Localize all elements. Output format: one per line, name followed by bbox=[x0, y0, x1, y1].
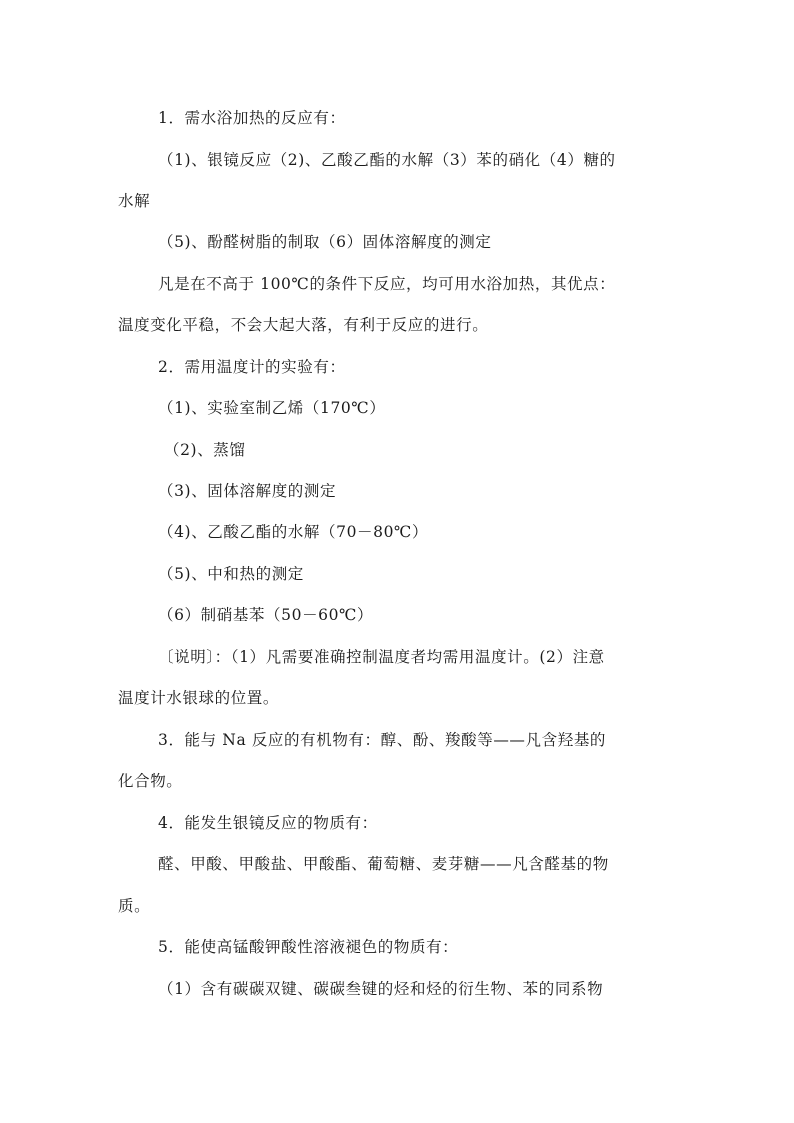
text-line: （6）制硝基苯（50－60℃） bbox=[158, 606, 374, 624]
text-line: 〔说明〕：（1）凡需要准确控制温度者均需用温度计。(2）注意 bbox=[158, 648, 605, 666]
heading-4-silver-mirror: 4．能发生银镜反应的物质有： bbox=[158, 814, 378, 832]
text-line: 醛、甲酸、甲酸盐、甲酸酯、葡萄糖、麦芽糖——凡含醛基的物 bbox=[158, 855, 609, 873]
text-line: （1)、实验室制乙烯（170℃） bbox=[158, 399, 386, 417]
heading-1-water-bath: 1．需水浴加热的反应有： bbox=[158, 109, 346, 127]
text-line: （3)、固体溶解度的测定 bbox=[158, 482, 337, 500]
text-line: （1)、银镜反应（2)、乙酸乙酯的水解（3）苯的硝化（4）糖的 bbox=[158, 151, 616, 169]
text-line: 化合物。 bbox=[118, 772, 183, 790]
text-line: （4)、乙酸乙酯的水解（70－80℃） bbox=[158, 523, 429, 541]
text-line: （1）含有碳碳双键、碳碳叁键的烃和烃的衍生物、苯的同系物 bbox=[158, 980, 604, 998]
text-line: （5)、酚醛树脂的制取（6）固体溶解度的测定 bbox=[158, 233, 492, 251]
heading-3-sodium: 3．能与 Na 反应的有机物有：醇、酚、羧酸等——凡含羟基的 bbox=[158, 731, 607, 749]
text-line: 温度计水银球的位置。 bbox=[118, 689, 280, 707]
text-line: （2)、蒸馏 bbox=[164, 441, 246, 459]
heading-2-thermometer: 2．需用温度计的实验有： bbox=[158, 358, 346, 376]
text-line: 凡是在不高于 100℃的条件下反应，均可用水浴加热，其优点： bbox=[158, 275, 616, 293]
text-line: 温度变化平稳，不会大起大落，有利于反应的进行。 bbox=[118, 316, 489, 334]
text-line: 质。 bbox=[118, 897, 151, 915]
text-line: （5)、中和热的测定 bbox=[158, 565, 304, 583]
text-line: 水解 bbox=[118, 192, 151, 210]
heading-5-permanganate: 5．能使高锰酸钾酸性溶液褪色的物质有： bbox=[158, 938, 459, 956]
